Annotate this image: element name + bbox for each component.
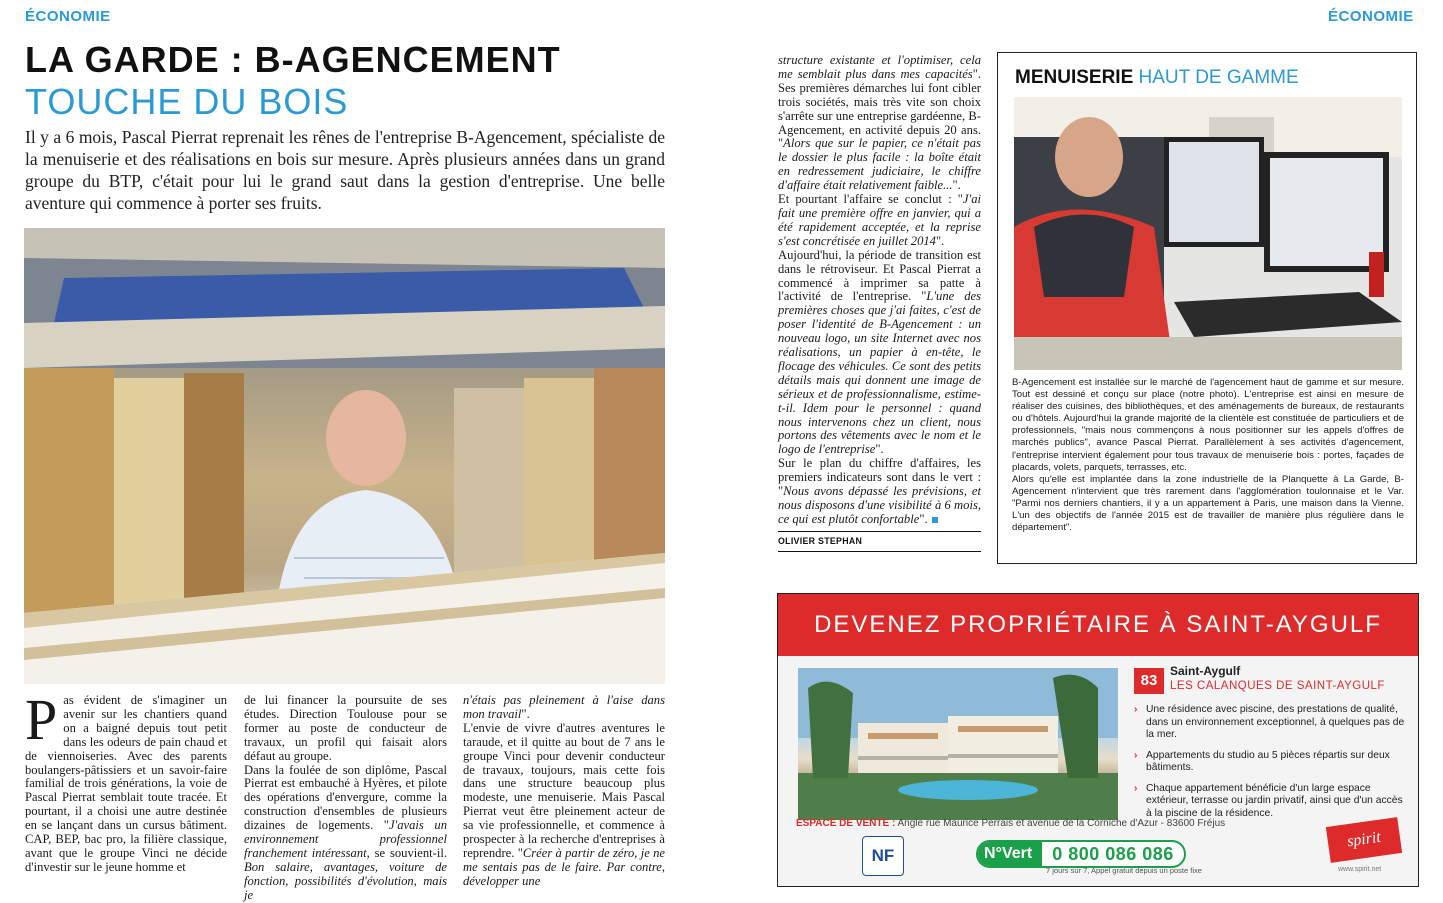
- arrow-right-icon: ›: [1134, 782, 1138, 794]
- ad-bullet-text: Une résidence avec piscine, des prestations de qualité, dans un environnement exceptionnel, à quelques pas de la mer.: [1146, 704, 1405, 740]
- article-column-1: [25, 687, 227, 875]
- byline-rule-top: [778, 531, 981, 532]
- sidebar-photo-illustration: [1014, 97, 1402, 370]
- column-4-para-4: [778, 457, 981, 527]
- ad-bullet-text: Chaque appartement bénéficie d'un large espace extérieur, terrasse ou jardin privatif, ainsi que d'un accès à la piscine de la résidence.: [1146, 782, 1403, 819]
- ad-banner: DEVENEZ PROPRIÉTAIRE À SAINT-AYGULF: [778, 594, 1418, 656]
- sidebar-title-blue: HAUT DE GAMME: [1138, 67, 1299, 88]
- arrow-right-icon: ›: [1134, 704, 1138, 715]
- column-3-text: ".: [521, 706, 530, 721]
- ad-phone-note: 7 jours sur 7, Appel gratuit depuis un poste fixe: [1046, 866, 1202, 875]
- column-3-para-2: [463, 722, 665, 889]
- column-4-quote: structure existante et l'optimiser, cela me semblait plus dans mes capacités: [778, 53, 981, 81]
- ad-bullet: [1134, 783, 1406, 821]
- column-4-quote-5: Nous avons dépassé les prévisions, et nous disposons d'une visibilité à 6 mois, ce qui est plutôt confortable: [778, 484, 981, 526]
- sidebar-text-para-2: Alors qu'elle est implantée dans la zone industrielle de la Planquette à La Garde, B-Agencement n'intervient que très rarement dans l'agglomération toulonnaise et le Var. "Parmi nos derniers chantiers, il y a un appartement à Paris, une maison dans la Vienne. L'un des objectifs de l'année 2015 est de travailler de manière plus régulière dans le département".: [1012, 473, 1404, 534]
- article-column-3: [463, 694, 665, 889]
- dropcap: P: [25, 687, 58, 752]
- column-4-text: ". Ses premières démarches lui font cibler trois sociétés, mais très vite son choix s'arrête sur une entreprise gardéenne, B-Agencement, en activité depuis 20 ans. ": [778, 66, 981, 151]
- ad-sales-address: Angle rue Maurice Perrais et avenue de la Corniche d'Azur - 83600 Fréjus: [897, 818, 1226, 829]
- sidebar-box: [997, 52, 1417, 564]
- sidebar-title-bold: MENUISERIE: [1015, 67, 1134, 88]
- ad-phone-number[interactable]: [976, 840, 1186, 868]
- ad-town: Saint-Aygulf: [1170, 664, 1241, 678]
- article-lead: Il y a 6 mois, Pascal Pierrat reprenait les rênes de l'entreprise B-Agencement, spécialiste de la menuiserie et des réalisations en bois sur mesure. Après plusieurs années dans un grand groupe du BTP, c'était pour lui le grand saut dans la gestion d'entreprise. Une belle aventure qui commence à porter ses fruits.: [25, 127, 665, 213]
- ad-sales-label: ESPACE DE VENTE :: [796, 818, 896, 829]
- article-title: LA GARDE : B-AGENCEMENT: [25, 39, 561, 80]
- column-2-text-2: , se souvient-il.: [366, 845, 448, 860]
- ad-department-badge: 83: [1134, 668, 1164, 694]
- column-4-text-3: Et pourtant l'affaire se conclut : ": [778, 192, 963, 207]
- column-4-text-4: ".: [935, 233, 945, 248]
- ad-sales-office: [796, 818, 1225, 829]
- column-3-text-2: L'envie de vivre d'autres aventures le taraude, et il quitte au bout de 7 ans le groupe Vinci pour devenir conducteur de travaux, toujours, mais cette fois dans une structure beaucoup plus modeste, une menuiserie. Mais Pascal Pierrat veut être pleinement acteur de sa vie professionnelle, et commence à prospecter à la recherche d'entreprises à reprendre. ": [463, 720, 665, 860]
- ad-bullet: [1134, 704, 1406, 742]
- advertisement[interactable]: [777, 593, 1419, 887]
- sidebar-text-para-1: B-Agencement est installée sur le marché de l'agencement haut de gamme et sur mesure. Tout est dessiné et conçu sur place (notre photo). L'entreprise est ainsi en mesure de réaliser des cuisines, des bibliothèques, et des aménagements de bureaux, de restaurants ou d'hôtels. Aujourd'hui la grande majorité de la clientèle est constituée de particuliers et de professionnels, "mais nous commençons à nous positionner sur les appels d'offres de marchés publics", avance Pascal Pierrat. Parallèlement à ses activités d'agencement, l'entreprise intervient également pour tous travaux de menuiserie bois : portes, façades de placards, volets, parquets, terrasses, etc.: [1012, 377, 1404, 473]
- article-column-4: [778, 54, 981, 527]
- article-subtitle: TOUCHE DU BOIS: [25, 81, 349, 122]
- sidebar-photo: [1014, 97, 1402, 370]
- ad-bullet: [1134, 750, 1406, 775]
- column-4-quote-2: Alors que sur le papier, ce n'était pas le dossier le plus facile : la boîte était en redressement judiciaire, le chiffre d'affaire était relativement faible...: [778, 136, 981, 193]
- article-column-2: [244, 694, 447, 903]
- column-4-quote-4: L'une des premières choses que j'ai faites, c'est de poser l'identité de B-Agencement : un nouveau logo, un site Internet avec nos réalisations, un papier à en-tête, le flocage des véhicules. Ce sont des petits détails mais qui donnent une image de sérieux et de professionnalisme, estime-t-il. Idem pour le personnel : quand nous intervenons chez un client, nous portons des vêtements avec le nom et le logo de l'entreprise: [778, 289, 981, 457]
- column-2-quote: J'avais un environnement professionnel franchement intéressant: [244, 818, 447, 860]
- numero-vert-label: N°Vert: [978, 842, 1042, 866]
- column-4-quote-3: J'ai fait une première offre en janvier, qui a été rapidement acceptée, et la reprise s'est concrétisée en juillet 2014: [778, 192, 981, 248]
- ad-photo-illustration: [798, 668, 1118, 820]
- section-tag-right: ÉCONOMIE: [1328, 8, 1414, 25]
- column-2-text: Dans la foulée de son diplôme, Pascal Pierrat est embauché à Hyères, et pilote des opérations d'envergure, comme la construction d'ensembles de plusieurs dizaines de logements. ": [244, 762, 447, 833]
- column-4-para-2: [778, 193, 981, 249]
- column-4-para-1: [778, 54, 981, 193]
- main-photo: [24, 228, 665, 684]
- column-4-text-8: ".: [919, 511, 928, 526]
- sidebar-text: [1012, 377, 1404, 534]
- byline: OLIVIER STEPHAN: [778, 536, 863, 546]
- column-2-para-2: [244, 764, 447, 903]
- column-4-para-3: [778, 249, 981, 458]
- phone-number: 0 800 086 086: [1052, 843, 1174, 864]
- column-4-text-6: ".: [875, 442, 884, 457]
- column-4-text-5: Aujourd'hui, la période de transition est dans le rétroviseur. Et Pascal Pierrat a commencé à imprimer sa patte à l'activité de l'entreprise. ": [778, 247, 981, 304]
- ad-program-name: LES CALANQUES DE SAINT-AYGULF: [1170, 680, 1385, 692]
- nf-certification-logo: NF: [862, 836, 904, 876]
- spirit-url[interactable]: www.spirit.net: [1338, 866, 1382, 873]
- ad-photo: [798, 668, 1118, 820]
- column-4-text-7: Sur le plan du chiffre d'affaires, les premiers indicateurs sont dans le vert : ": [778, 456, 981, 499]
- ad-bullet-text: Appartements du studio au 5 pièces répartis sur deux bâtiments.: [1146, 749, 1390, 773]
- sidebar-title: [1015, 67, 1299, 89]
- column-2-quote-2: Bon salaire, avantages, voiture de fonction, possibilités d'évolution, mais je: [244, 859, 447, 902]
- column-4-text-2: ".: [952, 178, 961, 193]
- ad-bullets: [1134, 704, 1406, 828]
- arrow-right-icon: ›: [1134, 749, 1138, 761]
- byline-rule-bottom: [778, 551, 981, 552]
- column-3-quote: n'étais pas pleinement à l'aise dans mon travail: [463, 693, 665, 721]
- main-photo-illustration: [24, 228, 665, 684]
- column-3-quote-2: Créer à partir de zéro, je ne me sentais pas de le faire. Par contre, développer une: [463, 845, 665, 888]
- end-of-article-square-icon: [932, 517, 938, 523]
- column-1-text: as évident de s'imaginer un avenir sur les chantiers quand on a baigné depuis tout petit dans les odeurs de pain chaud et de viennoiseries. Avec des parents boulangers-pâtissiers et un savoir-faire familial de trois générations, la voie de Pascal Pierrat semblait toute tracée. Et pourtant, il a choisi une autre destinée en se lançant dans un cursus bâtiment. CAP, BEP, bac pro, la filière classique, avant que le groupe Vinci ne décide d'investir sur le jeune homme et: [25, 693, 227, 874]
- section-tag-left: ÉCONOMIE: [25, 8, 111, 25]
- column-3-para-1: [463, 694, 665, 722]
- column-2-para-1: de lui financer la poursuite de ses études. Direction Toulouse pour se former au poste de conducteur de travaux, un profil qui faisait alors défaut au groupe.: [244, 693, 447, 763]
- spirit-logo: spirit: [1326, 817, 1402, 863]
